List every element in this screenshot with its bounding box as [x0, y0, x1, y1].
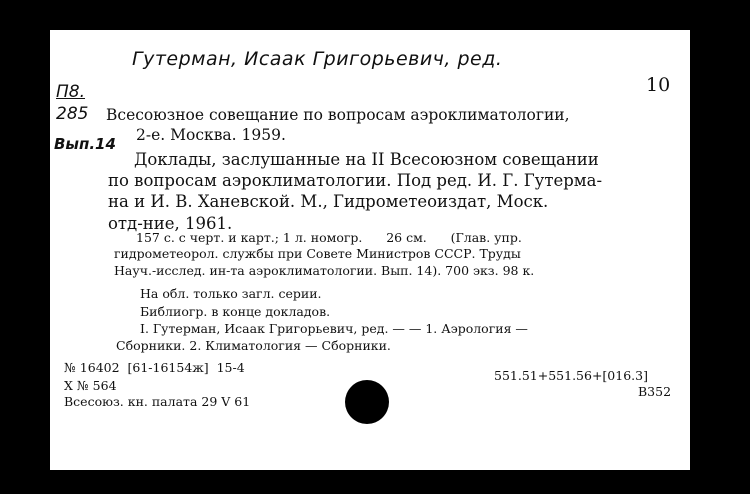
- call-number-line-2: 285: [56, 104, 89, 124]
- title-line: Всесоюзное совещание по вопросам аэроклиматологии,: [106, 106, 570, 124]
- title-line: Доклады, заслушанные на II Всесоюзном совещании: [134, 150, 599, 169]
- classification-code: В352: [638, 384, 672, 399]
- footer-line: № 16402 [61-16154ж] 15-4: [64, 360, 245, 375]
- handwritten-heading: Гутерман, Исаак Григорьевич, ред.: [132, 48, 503, 70]
- catalog-card: [50, 30, 690, 470]
- title-line: на и И. В. Ханевской. М., Гидрометеоиздат, Моск.: [108, 192, 549, 211]
- punch-hole: [345, 380, 389, 424]
- collation-line: 157 с. с черт. и карт.; 1 л. номогр. 26 см. (Глав. упр.: [136, 230, 522, 245]
- classification-code: 551.51+551.56+[016.3]: [494, 368, 648, 383]
- call-number-line-1: П8.: [56, 82, 86, 102]
- tracing-line: I. Гутерман, Исаак Григорьевич, ред. — — 1. Аэрология —: [140, 321, 528, 336]
- title-line: отд-ние, 1961.: [108, 214, 233, 233]
- card-number: 10: [646, 74, 671, 96]
- title-line: 2-е. Москва. 1959.: [136, 126, 286, 144]
- footer-line: Х № 564: [64, 378, 117, 393]
- note-line: На обл. только загл. серии.: [140, 286, 322, 301]
- title-line: по вопросам аэроклиматологии. Под ред. И. Г. Гутерма-: [108, 171, 603, 190]
- collation-line: Науч.-исслед. ин-та аэроклиматологии. Вып. 14). 700 экз. 98 к.: [114, 263, 535, 278]
- tracing-line: Сборники. 2. Климатология — Сборники.: [116, 338, 391, 353]
- call-number-line-3: Вып.14: [54, 135, 116, 153]
- note-line: Библиогр. в конце докладов.: [140, 304, 331, 319]
- footer-line: Всесоюз. кн. палата 29 V 61: [64, 394, 251, 409]
- collation-line: гидрометеорол. службы при Совете Министров СССР. Труды: [114, 246, 521, 261]
